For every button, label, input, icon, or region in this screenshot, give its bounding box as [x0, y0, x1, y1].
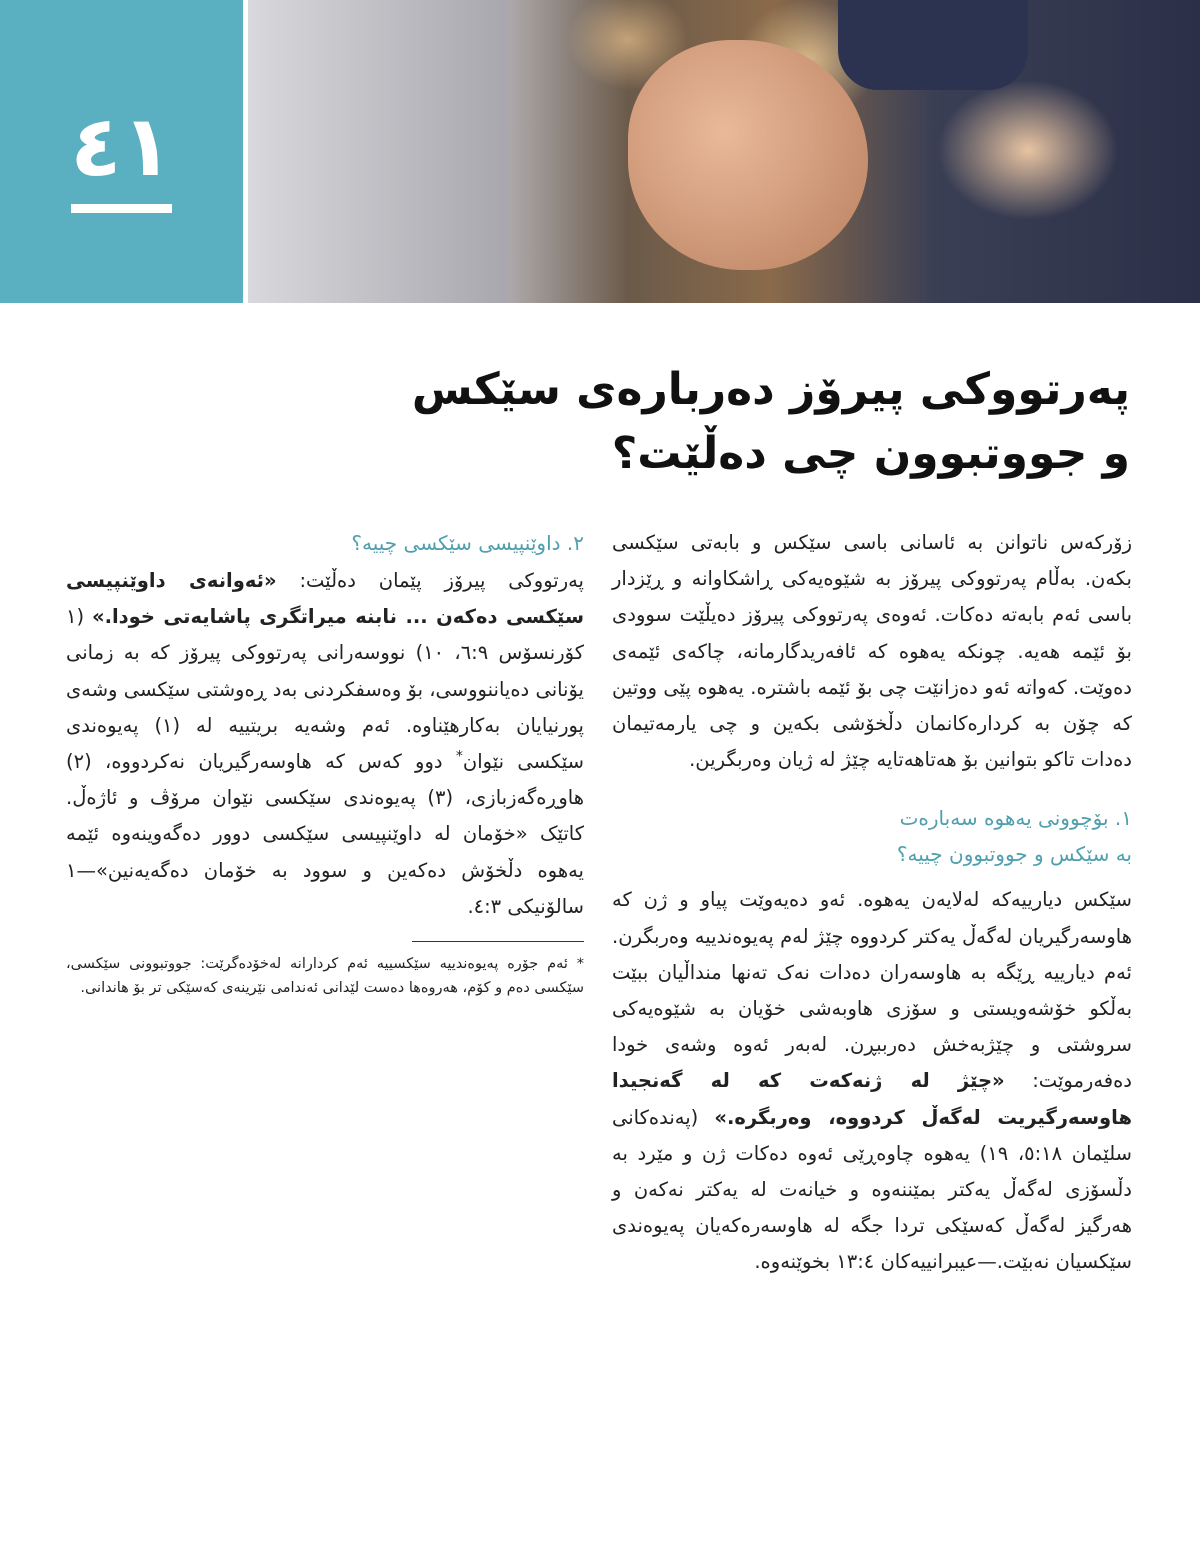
hero-photo-holding-hands: [248, 0, 1200, 303]
photo-hands: [628, 40, 868, 270]
left-column: [66, 525, 584, 1000]
section-1-heading-line-2: بە سێکس و جووتبوون چییە؟: [896, 842, 1132, 867]
intro-paragraph: زۆرکەس ناتوانن بە ئاسانی باسی سێکس و بابەتی سێکسی بکەن. بەڵام پەرتووکی پیرۆز بە شێوەیەکی ڕاشکاوانە و ڕێزدار باسی ئەم بابەتە دەکات. ئەوەی پەرتووکی پیرۆز دەیڵێت سوودی بۆ ئێمە هەیە. چونکە یەهوە کە ئافەریدگارمانە، چاکەی ئێمەی دەوێت. کەواتە ئەو دەزانێت چی بۆ ئێمە باشترە. یەهوە پێی ووتین کە چۆن بە کردارەکانمان دڵخۆشی بکەین و چی یارمەتیمان دەدات تاکو بتوانین بۆ هەتاهەتایە چێژ لە ژیان وەربگرین.: [612, 531, 1132, 772]
section-1-scripture-quote: «چێژ لە ژنەکەت کە لە گەنجیدا هاوسەرگیریت لەگەڵ کردووە، وەربگرە.»: [612, 1069, 1132, 1129]
section-1-heading-line-1: ١. بۆچوونی یەهوە سەبارەت: [899, 806, 1132, 831]
section-1-paragraph: [612, 882, 1132, 1280]
section-1-heading: [612, 800, 1132, 872]
chapter-number: ٤١: [70, 97, 173, 195]
section-2-paragraph: [66, 563, 584, 925]
section-2-heading: ٢. داوێنپیسی سێکسی چییە؟: [351, 531, 584, 555]
title-line-1: پەرتووکی پیرۆز دەربارەی سێکس: [411, 364, 1130, 415]
section-2-scripture-quote: «ئەوانەی داوێنپیسی سێکسی دەکەن ... نابنە میراتگری پاشایەتی خودا.»: [66, 569, 584, 629]
chapter-badge: [0, 0, 243, 303]
section-1-text-start: سێکس دیارییەکە لەلایەن یەهوە. ئەو دەیەوێت پیاو و ژن کە هاوسەرگیریان لەگەڵ یەکتر کردووە چێژ لەم پەیوەندییە وەربگرن. ئەم دیارییە ڕێگە بە هاوسەران دەدات نەک تەنها منداڵیان ببێت بەڵکو خۆشەویستی و سۆزی هاوبەشی خۆیان بە شێوەیەکی سروشتی و چێژبەخش دەرببڕن. لەبەر ئەوە وشەی خودا دەفەرموێت:: [612, 888, 1132, 1093]
title-line-2: و جووتبوون چی دەڵێت؟: [611, 428, 1130, 479]
photo-left-sleeve: [248, 0, 508, 303]
section-1-text-end: (پەندەکانی سلێمان ٥:١٨، ١٩) یەهوە چاوەڕێی ئەوە دەکات ژن و مێرد بە دڵسۆزی لەگەڵ یەکتر بمێننەوە و خیانەت لە یەکتر نەکەن و هەرگیز لەگەڵ کەسێکی تردا جگە لە هاوسەرەکەیان پەیوەندی سێکسیان نەبێت.—عیبرانییەکان ١٣:٤ بخوێنەوە.: [612, 1105, 1132, 1274]
section-2-text-mid: (١ کۆرنسۆس ٦:٩، ١٠) نووسەرانی پەرتووکی پیرۆز کە بە زمانی یۆنانی دەیاننووسی، بۆ وەسفکردنی بەد ڕەوشتی سێکسی وشەی پورنیایان بەکارهێناوە. ئەم وشەیە بریتییە لە (١) پەیوەندی سێکسی نێوان: [66, 605, 585, 774]
page-title: [70, 358, 1130, 486]
footnote: * ئەم جۆرە پەیوەندییە سێکسییە ئەم کردارانە لەخۆدەگرێت: جووتبوونی سێکسی، سێکسی دەم و کۆم، هەروەها دەست لێدانی ئەندامی نێرینەی کەسێکی تر بۆ هاندانی.: [66, 956, 584, 997]
chapter-underline: [71, 204, 172, 213]
photo-right-sleeve: [838, 0, 1028, 90]
section-2-text-end: دوو کەس کە هاوسەرگیریان نەکردووە، (٢) هاوڕەگەزبازی، (٣) پەیوەندی سێکسی نێوان مرۆڤ و ئاژەڵ. کاتێک «خۆمان لە داوێنپیسی سێکسی دوور دەگەوینەوە ئێمە یەهوە دڵخۆش دەکەین و سوود بە خۆمان دەگەیەنین»—١ سالۆنیکی ٤:٣.: [66, 750, 584, 918]
footnote-marker: *: [455, 748, 463, 765]
section-2-text-start: پەرتووکی پیرۆز پێمان دەڵێت:: [276, 569, 584, 592]
footnote-divider: [412, 941, 584, 942]
right-column: [612, 525, 1132, 1281]
